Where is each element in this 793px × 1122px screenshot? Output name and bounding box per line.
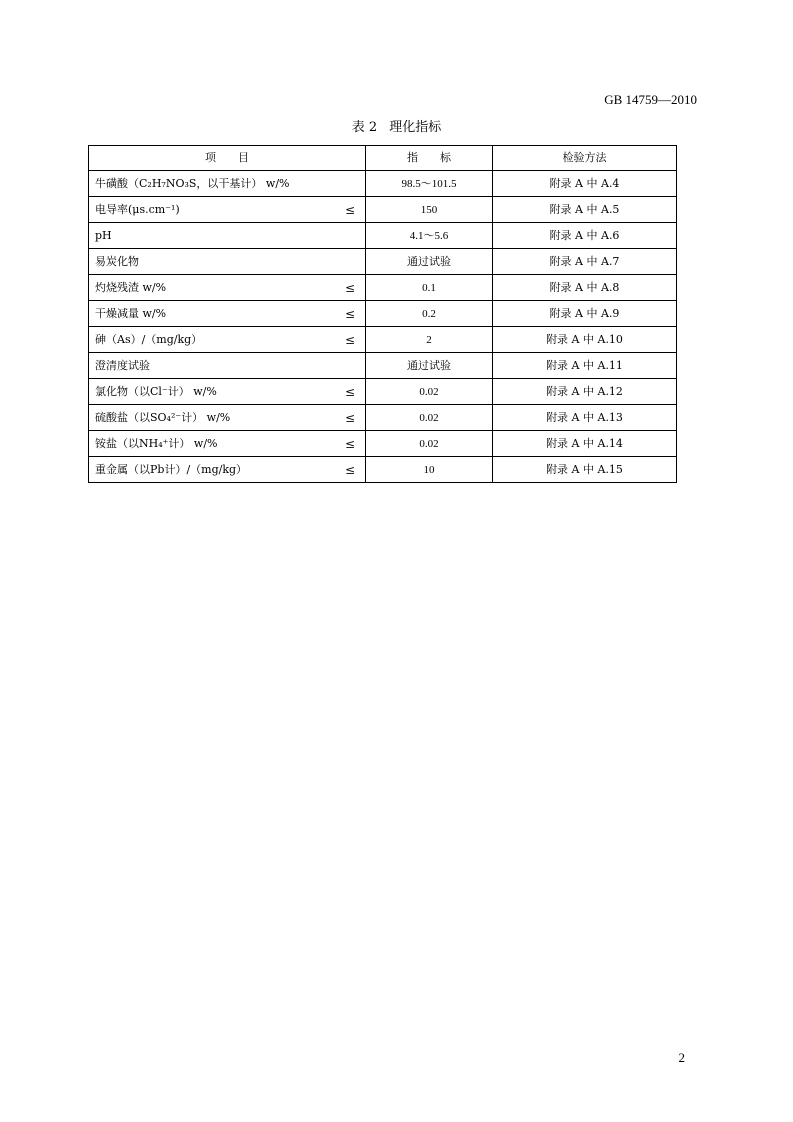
indicator-value-cell: 98.5～101.5 [366,171,493,197]
column-header-method: 检验方法 [493,146,677,171]
item-name-cell: 砷（As）/（mg/kg） [89,327,336,353]
indicator-value-cell: 10 [366,457,493,483]
physicochemical-spec-table [88,145,677,483]
test-method-cell: 附录 A 中 A.12 [493,379,677,405]
table-row [89,171,677,197]
table-row [89,353,677,379]
test-method-cell: 附录 A 中 A.14 [493,431,677,457]
comparison-operator-cell: ≤ [335,301,366,327]
table-caption-title: 理化指标 [389,120,442,135]
test-method-cell: 附录 A 中 A.5 [493,197,677,223]
test-method-cell: 附录 A 中 A.8 [493,275,677,301]
column-header-item: 项 目 [89,146,366,171]
comparison-operator-cell: ≤ [335,379,366,405]
test-method-cell: 附录 A 中 A.11 [493,353,677,379]
page-number: 2 [678,1050,685,1065]
table-row [89,379,677,405]
table-header-row [89,146,677,171]
standard-number: GB 14759—2010 [604,92,697,107]
indicator-value-cell: 0.02 [366,379,493,405]
item-name-cell: 重金属（以Pb计）/（mg/kg） [89,457,336,483]
test-method-cell: 附录 A 中 A.4 [493,171,677,197]
test-method-cell: 附录 A 中 A.6 [493,223,677,249]
item-name-cell: 硫酸盐（以SO₄²⁻计） w/% [89,405,336,431]
table-row [89,275,677,301]
indicator-value-cell: 4.1～5.6 [366,223,493,249]
comparison-operator-cell: ≤ [335,327,366,353]
comparison-operator-cell: ≤ [335,457,366,483]
table-caption [0,116,793,135]
item-name-cell: 牛磺酸（C₂H₇NO₃S，以干基计） w/% [89,171,336,197]
comparison-operator-cell [335,171,366,197]
test-method-cell: 附录 A 中 A.15 [493,457,677,483]
table-row [89,405,677,431]
test-method-cell: 附录 A 中 A.13 [493,405,677,431]
table-caption-label: 表 2 [351,120,378,135]
test-method-cell: 附录 A 中 A.7 [493,249,677,275]
item-name-cell: pH [89,223,336,249]
comparison-operator-cell: ≤ [335,197,366,223]
table-row [89,197,677,223]
indicator-value-cell: 150 [366,197,493,223]
item-name-cell: 灼烧残渣 w/% [89,275,336,301]
column-header-indicator: 指 标 [366,146,493,171]
indicator-value-cell: 0.1 [366,275,493,301]
item-name-cell: 铵盐（以NH₄⁺计） w/% [89,431,336,457]
table-row [89,223,677,249]
table-row [89,431,677,457]
item-name-cell: 干燥减量 w/% [89,301,336,327]
indicator-value-cell: 2 [366,327,493,353]
table-row [89,327,677,353]
comparison-operator-cell [335,249,366,275]
comparison-operator-cell [335,353,366,379]
test-method-cell: 附录 A 中 A.9 [493,301,677,327]
comparison-operator-cell [335,223,366,249]
indicator-value-cell: 通过试验 [366,353,493,379]
comparison-operator-cell: ≤ [335,431,366,457]
table-row [89,457,677,483]
indicator-value-cell: 0.02 [366,431,493,457]
table-row [89,301,677,327]
comparison-operator-cell: ≤ [335,405,366,431]
comparison-operator-cell: ≤ [335,275,366,301]
indicator-value-cell: 0.02 [366,405,493,431]
table-row [89,249,677,275]
item-name-cell: 易炭化物 [89,249,336,275]
indicator-value-cell: 通过试验 [366,249,493,275]
test-method-cell: 附录 A 中 A.10 [493,327,677,353]
item-name-cell: 氯化物（以Cl⁻计） w/% [89,379,336,405]
item-name-cell: 电导率(μs.cm⁻¹) [89,197,336,223]
item-name-cell: 澄清度试验 [89,353,336,379]
indicator-value-cell: 0.2 [366,301,493,327]
